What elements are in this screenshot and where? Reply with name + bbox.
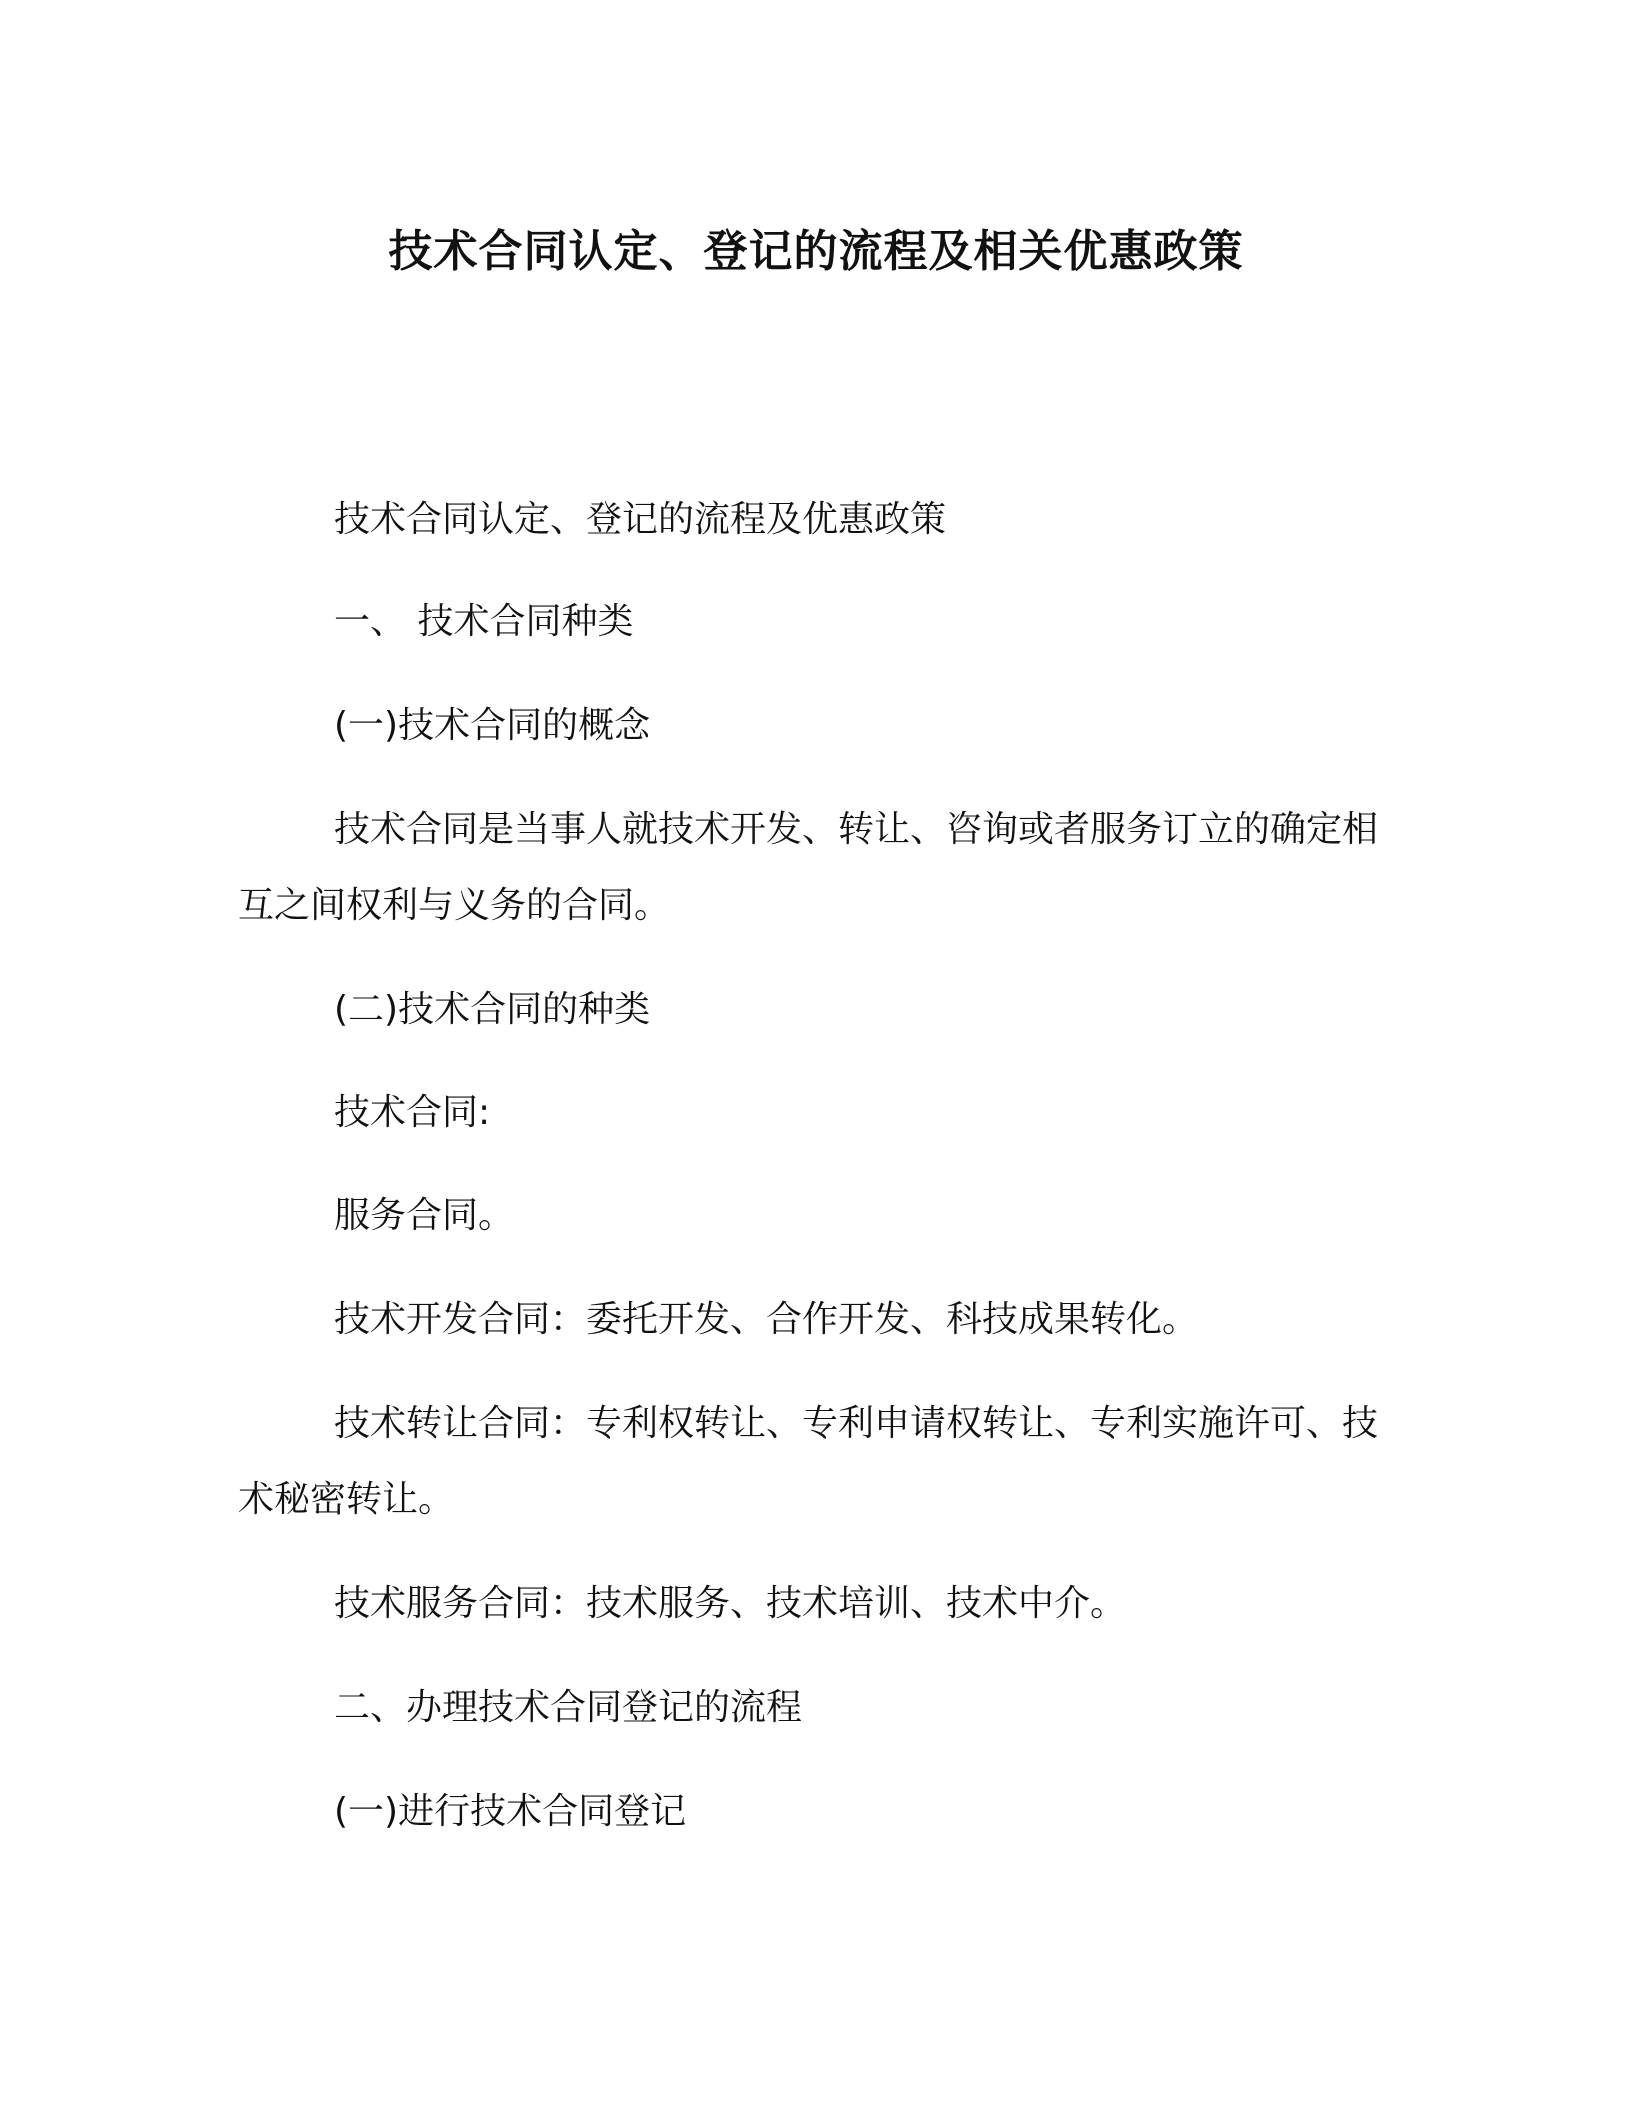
paragraph-definition: 技术合同是当事人就技术开发、转让、咨询或者服务订立的确定相互之间权利与义务的合同。 (238, 809, 1379, 926)
paragraph-tech-contract: 技术合同: (334, 1092, 491, 1133)
paragraph-service-contract: 服务合同。 (334, 1195, 515, 1236)
paragraph-subtitle: 技术合同认定、登记的流程及优惠政策 (334, 499, 947, 540)
heading-concept: (一)技术合同的概念 (334, 705, 651, 746)
heading-registration: (一)进行技术合同登记 (334, 1791, 687, 1832)
paragraph-transfer-contract: 技术转让合同：专利权转让、专利申请权转让、专利实施许可、技术秘密转让。 (238, 1403, 1379, 1520)
document-title: 技术合同认定、登记的流程及相关优惠政策 (388, 226, 1244, 277)
heading-types: (二)技术合同的种类 (334, 989, 651, 1030)
heading-section-1: 一、 技术合同种类 (334, 601, 634, 642)
heading-section-2: 二、办理技术合同登记的流程 (334, 1687, 803, 1728)
paragraph-technical-service-contract: 技术服务合同：技术服务、技术培训、技术中介。 (334, 1583, 1127, 1624)
paragraph-development-contract: 技术开发合同：委托开发、合作开发、科技成果转化。 (334, 1299, 1199, 1340)
